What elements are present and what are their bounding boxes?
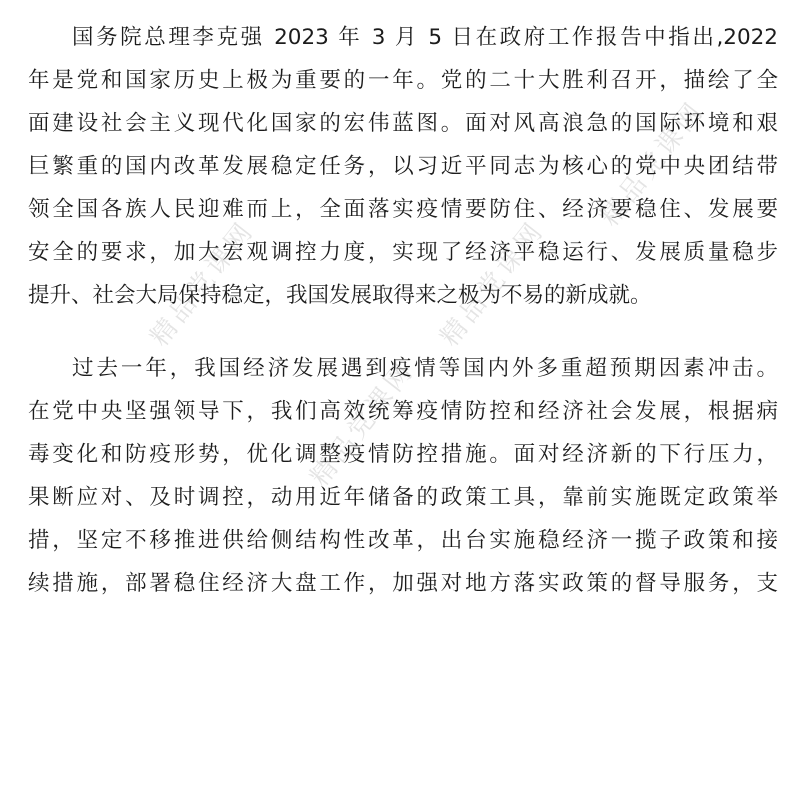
text-line: 续措施，部署稳住经济大盘工作，加强对地方落实政策的督导服务，支	[28, 571, 778, 596]
document-body	[28, 16, 778, 605]
text-line: 提升、社会大局保持稳定，我国发展取得来之极为不易的新成就。	[28, 283, 652, 308]
text-line: 面建设社会主义现代化国家的宏伟蓝图。面对风高浪急的国际环境和艰	[28, 111, 778, 136]
text-line: 领全国各族人民迎难而上，全面落实疫情要防住、经济要稳住、发展要	[28, 197, 778, 222]
paragraph-gap	[28, 317, 778, 347]
text-line: 安全的要求，加大宏观调控力度，实现了经济平稳运行、发展质量稳步	[28, 240, 778, 265]
watermark-text: 精品党课网	[144, 215, 261, 353]
text-line: 毒变化和防疫形势，优化调整疫情防控措施。面对经济新的下行压力，	[28, 442, 778, 467]
watermark-text: 精品党课网	[304, 355, 421, 493]
text-line: 果断应对、及时调控，动用近年储备的政策工具，靠前实施既定政策举	[28, 485, 778, 510]
paragraph-1	[28, 16, 778, 317]
watermark-text: 精品党课网	[434, 215, 551, 353]
text-line: 过去一年，我国经济发展遇到疫情等国内外多重超预期因素冲击。	[72, 356, 778, 381]
watermark-text: 精品党课网	[594, 95, 711, 233]
paragraph-2	[28, 347, 778, 605]
text-line: 国务院总理李克强 2023 年 3 月 5 日在政府工作报告中指出,2022	[72, 25, 778, 50]
text-line: 巨繁重的国内改革发展稳定任务，以习近平同志为核心的党中央团结带	[28, 154, 778, 179]
text-line: 在党中央坚强领导下，我们高效统筹疫情防控和经济社会发展，根据病	[28, 399, 778, 424]
text-line: 措，坚定不移推进供给侧结构性改革，出台实施稳经济一揽子政策和接	[28, 528, 778, 553]
text-line: 年是党和国家历史上极为重要的一年。党的二十大胜利召开，描绘了全	[28, 68, 778, 93]
